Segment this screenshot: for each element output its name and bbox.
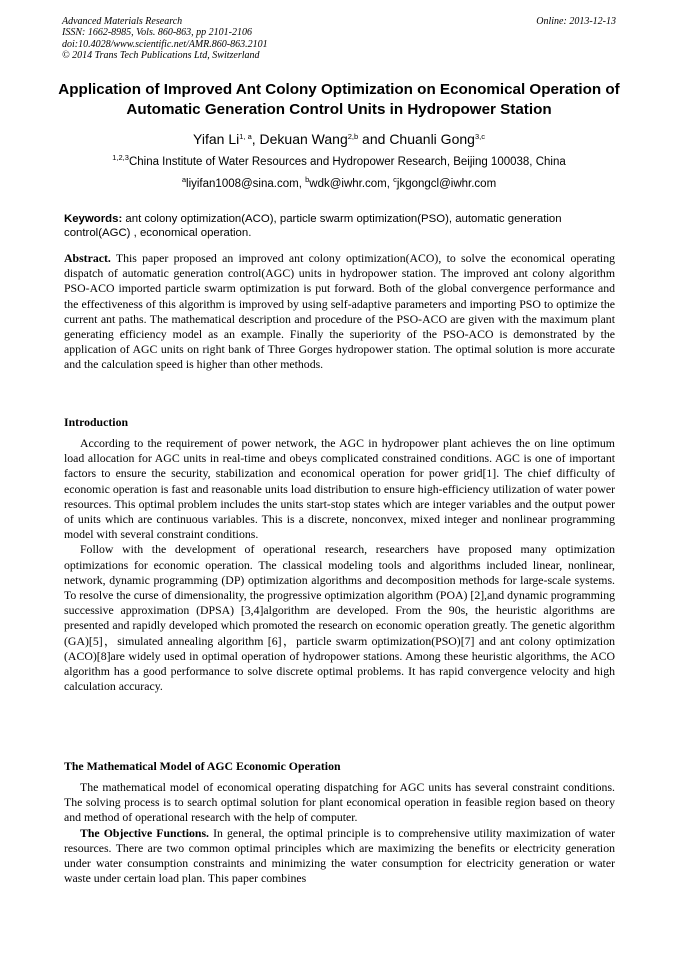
paragraph: The mathematical model of economical operating dispatching for AGC units has several constraint conditions. The solving process is to search optimal solution for plant economical operation in feasible region based on theory and method of operational research with the help of computer.	[64, 780, 615, 825]
model-section-body	[64, 780, 615, 886]
keywords	[64, 212, 615, 241]
journal-header	[62, 16, 616, 61]
section-heading-model: The Mathematical Model of AGC Economic Operation	[64, 759, 341, 773]
doi-line: doi:10.4028/www.scientific.net/AMR.860-863.2101	[62, 38, 268, 50]
abstract	[64, 251, 615, 373]
author-list	[40, 130, 638, 148]
keywords-text: ant colony optimization(ACO), particle swarm optimization(PSO), automatic generation control(AGC) , economical operation.	[64, 213, 562, 240]
copyright-line: © 2014 Trans Tech Publications Ltd, Switzerland	[62, 49, 260, 61]
abstract-text: This paper proposed an improved ant colony optimization(ACO), to solve the economical operating dispatch of automatic generation control(AGC) units in hydropower station. The improved ant colony algorithm PSO-ACO imported particle swarm optimization is put forward. Both of the global convergence performance and the effectiveness of this algorithm is improved by using self-adaptive parameters and importing PSO to optimize the current ant paths. The mathematical description and procedure of the PSO-ACO are given with the maximum plant generating efficiency model as an example. Finally the superiority of the PSO-ACO is demonstrated by the application of AGC units on right bank of Three Gorges hydropower station. The optimal solution is more accurate and the calculation speed is higher than other methods.	[64, 251, 615, 372]
author-affiliation-mark: 1, a	[239, 132, 252, 141]
email-separator: ,	[298, 178, 306, 190]
affiliation	[40, 155, 638, 170]
email-separator: ,	[386, 178, 394, 190]
email-mark: b	[305, 175, 310, 184]
email-mark: c	[393, 175, 397, 184]
author-name: Chuanli Gong	[389, 131, 475, 147]
author-affiliation-mark: 3,c	[474, 132, 485, 141]
email-address[interactable]: liyifan1008@sina.com	[186, 178, 299, 190]
affiliation-mark: 1,2,3	[112, 153, 129, 162]
introduction-body	[64, 436, 615, 694]
paragraph: According to the requirement of power network, the AGC in hydropower plant achieves the on line optimum load allocation for AGC units in real-time and obeys complicated constrained conditions. AGC is one of important factors to ensure the security, stabilization and economical operation for power grid[1]. The chief difficulty of economic operation is fast and reasonable units load distribution to ensure high-efficiency utilization of water power resources. This optimal problem includes the units start-stop states which are integer variables and the output power of units which are continuous variables. This is a discrete, nonconvex, mixed integer and nonlinear programming model with several constraint conditions.	[64, 436, 615, 542]
email-address[interactable]: wdk@iwhr.com	[309, 178, 387, 190]
email-mark: a	[181, 175, 187, 184]
subsection-label-objective: The Objective Functions.	[80, 825, 210, 840]
author-separator: ,	[251, 131, 260, 147]
journal-name: Advanced Materials Research	[62, 16, 183, 27]
paragraph	[64, 826, 615, 887]
affiliation-text: China Institute of Water Resources and Hydropower Research, Beijing 100038, China	[128, 156, 566, 168]
paper-title: Application of Improved Ant Colony Optimization on Economical Operation of Automatic Generation Control Units in Hydropower Station	[58, 81, 620, 118]
online-date: Online: 2013-12-13	[536, 16, 616, 27]
author-affiliation-mark: 2,b	[347, 132, 359, 141]
objective-text: In general, the optimal principle is to comprehensive utility maximization of water resources. There are two common optimal principles which are maximizing the benefits or electricity generation under water consumption constraints and minimizing the water consumption for electricity generation or water waste under certain load plan. This paper combines	[64, 825, 615, 886]
email-address[interactable]: jkgongcl@iwhr.com	[396, 178, 497, 190]
keywords-label: Keywords:	[64, 213, 123, 225]
section-heading-introduction: Introduction	[64, 415, 129, 429]
abstract-label: Abstract.	[64, 251, 111, 265]
author-name: Dekuan Wang	[259, 131, 348, 147]
paragraph: Follow with the development of operational research, researchers have proposed many optimization optimizations for economic operation. The classical modeling tools and algorithms included linear, nonlinear, network, dynamic programming (DP) optimization algorithms and decomposition methods for large-scale systems. To resolve the curse of dimensionality, the progressive optimization algorithm (POA) [2],and dynamic programming successive approximation (DPSA) [3,4]algorithm are developed. From the 90s, the heuristic algorithms are presented and rapidly developed which promoted the research on economic operation greatly. The genetic algorithm (GA)[5]，simulated annealing algorithm [6]，particle swarm optimization(PSO)[7] and ant colony optimization (ACO)[8]are widely used in optimal operation of hydropower stations. Among these heuristic algorithms, the ACO algorithm has a good performance to solve discrete optimal problems. It has rapid convergence velocity and high calculation accuracy.	[64, 542, 615, 694]
email-list	[40, 177, 638, 192]
author-name: Yifan Li	[193, 131, 240, 147]
issn-line: ISSN: 1662-8985, Vols. 860-863, pp 2101-2106	[62, 27, 252, 39]
author-separator: and	[358, 131, 390, 147]
